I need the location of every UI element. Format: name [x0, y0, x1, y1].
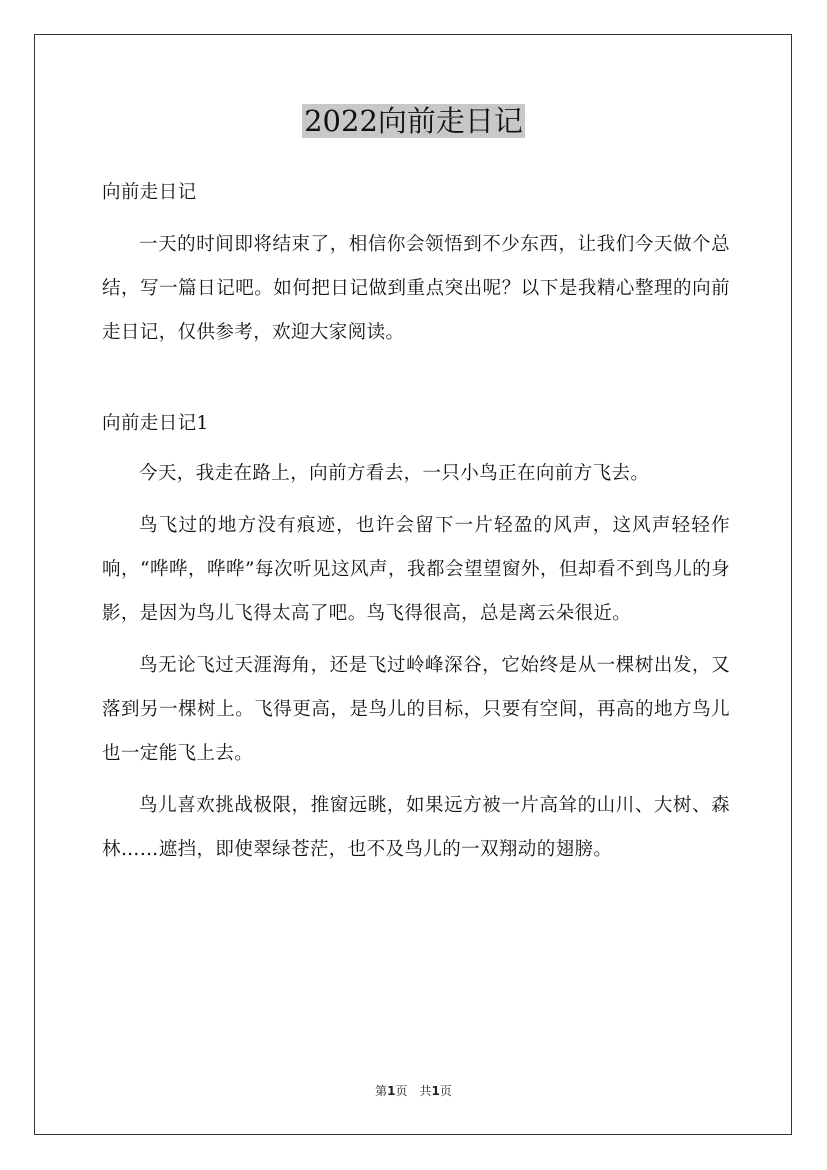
footer-suffix: 页 [439, 1084, 452, 1098]
document-title-text: 2022向前走日记 [304, 104, 523, 138]
body-paragraph-2: 鸟飞过的地方没有痕迹，也许会留下一片轻盈的风声，这风声轻轻作响，“哗哗，哗哗”每次听见这风声，我都会望望窗外，但却看不到鸟儿的身影，是因为鸟儿飞得太高了吧。鸟飞得很高，总是离云朵很近。 [102, 515, 730, 624]
body-paragraph-4: 鸟儿喜欢挑战极限，推窗远眺，如果远方被一片高耸的山川、大树、森林……遮挡，即使翠绿苍茫，也不及鸟儿的一双翔动的翅膀。 [102, 795, 730, 860]
page-footer [0, 1082, 827, 1100]
document-body [102, 171, 730, 880]
intro-paragraph: 一天的时间即将结束了，相信你会领悟到不少东西，让我们今天做个总结，写一篇日记吧。如何把日记做到重点突出呢？以下是我精心整理的向前走日记，仅供参考，欢迎大家阅读。 [102, 234, 730, 343]
footer-mid: 页 共 [395, 1084, 432, 1098]
footer-page-current: 1 [387, 1084, 396, 1098]
body-paragraph-3: 鸟无论飞过天涯海角，还是飞过岭峰深谷，它始终是从一棵树出发，又落到另一棵树上。飞得更高，是鸟儿的目标，只要有空间，再高的地方鸟儿也一定能飞上去。 [102, 655, 730, 764]
footer-page-total: 1 [431, 1084, 440, 1098]
document-heading: 向前走日记 [102, 182, 197, 203]
document-title [0, 101, 827, 141]
section-title: 向前走日记1 [102, 413, 209, 434]
body-paragraph-1: 今天，我走在路上，向前方看去，一只小鸟正在向前方飞去。 [139, 463, 650, 484]
footer-prefix: 第 [375, 1084, 388, 1098]
